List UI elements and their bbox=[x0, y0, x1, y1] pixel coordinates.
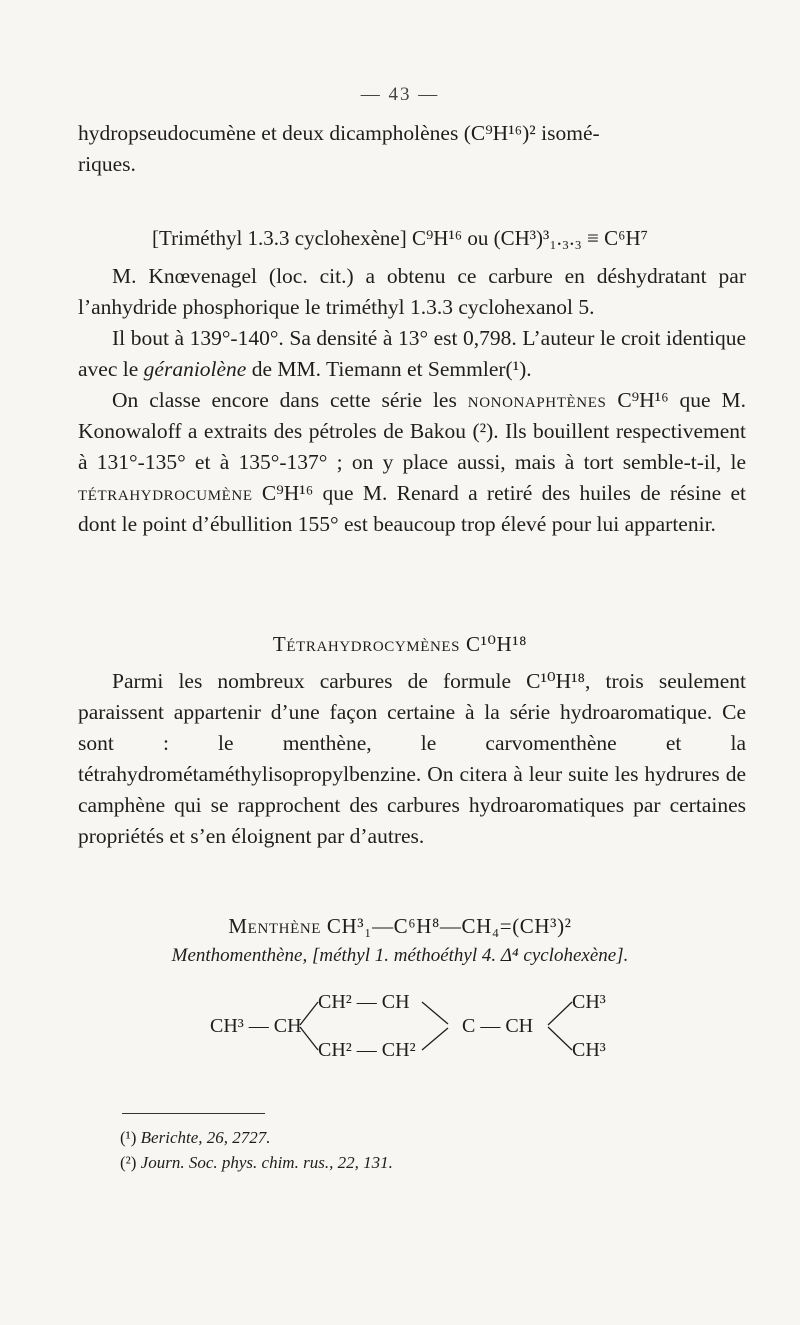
intro-line-2: riques. bbox=[78, 152, 136, 176]
page-number: — 43 — bbox=[360, 84, 440, 105]
trimethyl-section bbox=[78, 261, 746, 540]
trimethyl-paragraph-3: On classe encore dans cette série les nononaphtènes C⁹H¹⁶ que M. Konowaloff a extraits des pétroles de Bakou (²). Ils bouillent respectivement à 131°-135° et à 135°-137° ; on y place aussi, mais à tort semble-t-il, le tétrahydrocumène C⁹H¹⁶ que M. Renard a retiré des huiles de résine et dont le point d’ébullition 155° est beaucoup trop élevé pour lui appartenir. bbox=[78, 388, 746, 536]
menthene-heading-text: Menthène CH³₁—C⁶H⁸—CH₄=(CH³)² bbox=[228, 914, 572, 938]
trimethyl-paragraph-2: Il bout à 139°-140°. Sa densité à 13° est 0,798. L’auteur le croit identique avec le géraniolène de MM. Tiemann et Semmler(¹). bbox=[78, 326, 746, 381]
menthene-structural-formula bbox=[200, 980, 640, 1070]
nononaphtenes-term: nononaphtènes bbox=[467, 388, 607, 412]
footnote-1: (¹) Berichte, 26, 2727. bbox=[120, 1128, 271, 1147]
intro-paragraph bbox=[78, 118, 746, 180]
trimethyl-heading bbox=[0, 226, 800, 251]
intro-line-1: hydropseudocumène et deux dicampholènes (C⁹H¹⁶)² isomé- bbox=[78, 121, 600, 145]
bond-upper-left bbox=[300, 1002, 318, 1025]
tetrahydrocymenes-paragraph: Parmi les nombreux carbures de formule C¹⁰H¹⁸, trois seulement paraissent appartenir d’une façon certaine à la série hydroaromatique. Ce sont : le menthène, le carvomenthène et la tétrahydrométaméthylisopropylbenzine. On citera à leur suite les hydrures de camphène qui se rapprochent des carbures hydroaromatiques par certaines propriétés et s’en éloignent par d’autres. bbox=[78, 669, 746, 848]
bond-isopropyl-lower bbox=[548, 1027, 572, 1050]
footnote-2: (²) Journ. Soc. phys. chim. rus., 22, 131. bbox=[120, 1153, 393, 1172]
trimethyl-paragraph-1: M. Knœvenagel (loc. cit.) a obtenu ce carbure en déshydratant par l’anhydride phosphorique le triméthyl 1.3.3 cyclohexanol 5. bbox=[78, 264, 746, 319]
formula-middle-group: C — CH bbox=[462, 1015, 534, 1037]
formula-right-bottom: CH³ bbox=[572, 1039, 606, 1061]
tetrahydrocumene-term: tétrahydrocumène bbox=[78, 481, 253, 505]
tetrahydrocymenes-section bbox=[78, 666, 746, 852]
formula-bottom-chain: CH² — CH² bbox=[318, 1039, 416, 1061]
trimethyl-heading-text: [Triméthyl 1.3.3 cyclohexène] C⁹H¹⁶ ou (CH³)³₁.₃.₃ ≡ C⁶H⁷ bbox=[152, 226, 648, 250]
tetrahydrocymenes-heading: Tétrahydrocymènes C¹⁰H¹⁸ bbox=[272, 632, 528, 656]
menthene-heading bbox=[0, 914, 800, 939]
formula-right-top: CH³ bbox=[572, 991, 606, 1013]
formula-left-group: CH³ — CH bbox=[210, 1015, 302, 1037]
menthene-subtitle: Menthomenthène, [méthyl 1. méthoéthyl 4. Δ⁴ cyclohexène]. bbox=[171, 945, 629, 966]
footnote-rule bbox=[122, 1113, 265, 1114]
bond-lower-right bbox=[422, 1028, 448, 1050]
formula-top-chain: CH² — CH bbox=[318, 991, 410, 1013]
bond-isopropyl-upper bbox=[548, 1002, 572, 1025]
bond-upper-right bbox=[422, 1002, 448, 1024]
bond-lower-left bbox=[300, 1027, 318, 1050]
footnotes bbox=[120, 1125, 393, 1175]
geraniolene-term: géraniolène bbox=[143, 357, 247, 381]
